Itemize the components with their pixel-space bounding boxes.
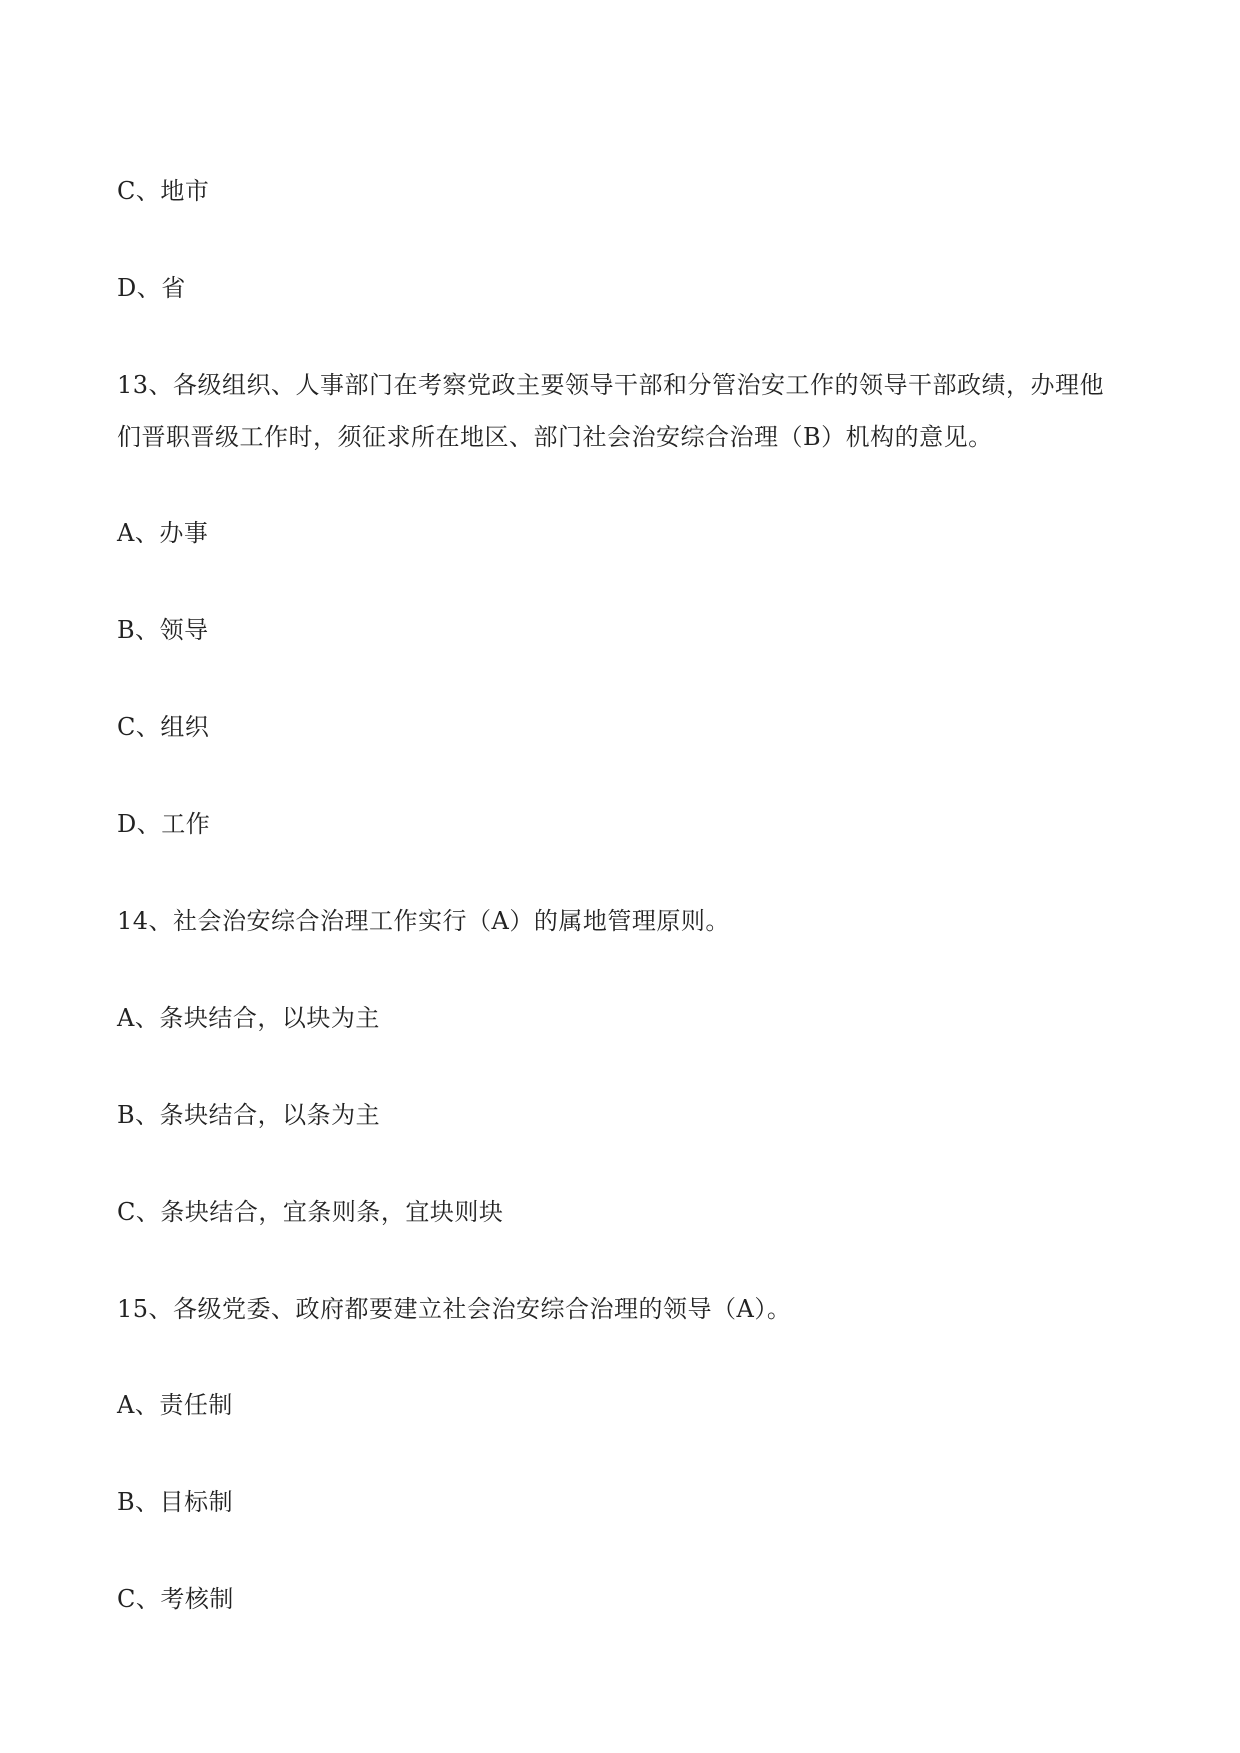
option-c-q14: C、条块结合，宜条则条，宜块则块 — [117, 1198, 504, 1226]
question-13-line-2: 们晋职晋级工作时，须征求所在地区、部门社会治安综合治理（B）机构的意见。 — [117, 423, 993, 451]
option-d-q12: D、省 — [117, 274, 186, 302]
question-14: 14、社会治安综合治理工作实行（A）的属地管理原则。 — [117, 907, 730, 935]
question-15: 15、各级党委、政府都要建立社会治安综合治理的领导（A）。 — [117, 1295, 792, 1323]
option-b-q13: B、领导 — [117, 616, 209, 644]
option-a-q14: A、条块结合，以块为主 — [117, 1004, 380, 1032]
option-c-q13: C、组织 — [117, 713, 210, 741]
option-a-q13: A、办事 — [117, 519, 209, 547]
question-13-line-1: 13、各级组织、人事部门在考察党政主要领导干部和分管治安工作的领导干部政绩，办理他 — [117, 371, 1105, 399]
option-b-q15: B、目标制 — [117, 1488, 234, 1516]
option-c-q15: C、考核制 — [117, 1585, 234, 1613]
option-c-q12: C、地市 — [117, 177, 210, 205]
option-d-q13: D、工作 — [117, 810, 211, 838]
option-b-q14: B、条块结合，以条为主 — [117, 1101, 381, 1129]
option-a-q15: A、责任制 — [117, 1391, 233, 1419]
